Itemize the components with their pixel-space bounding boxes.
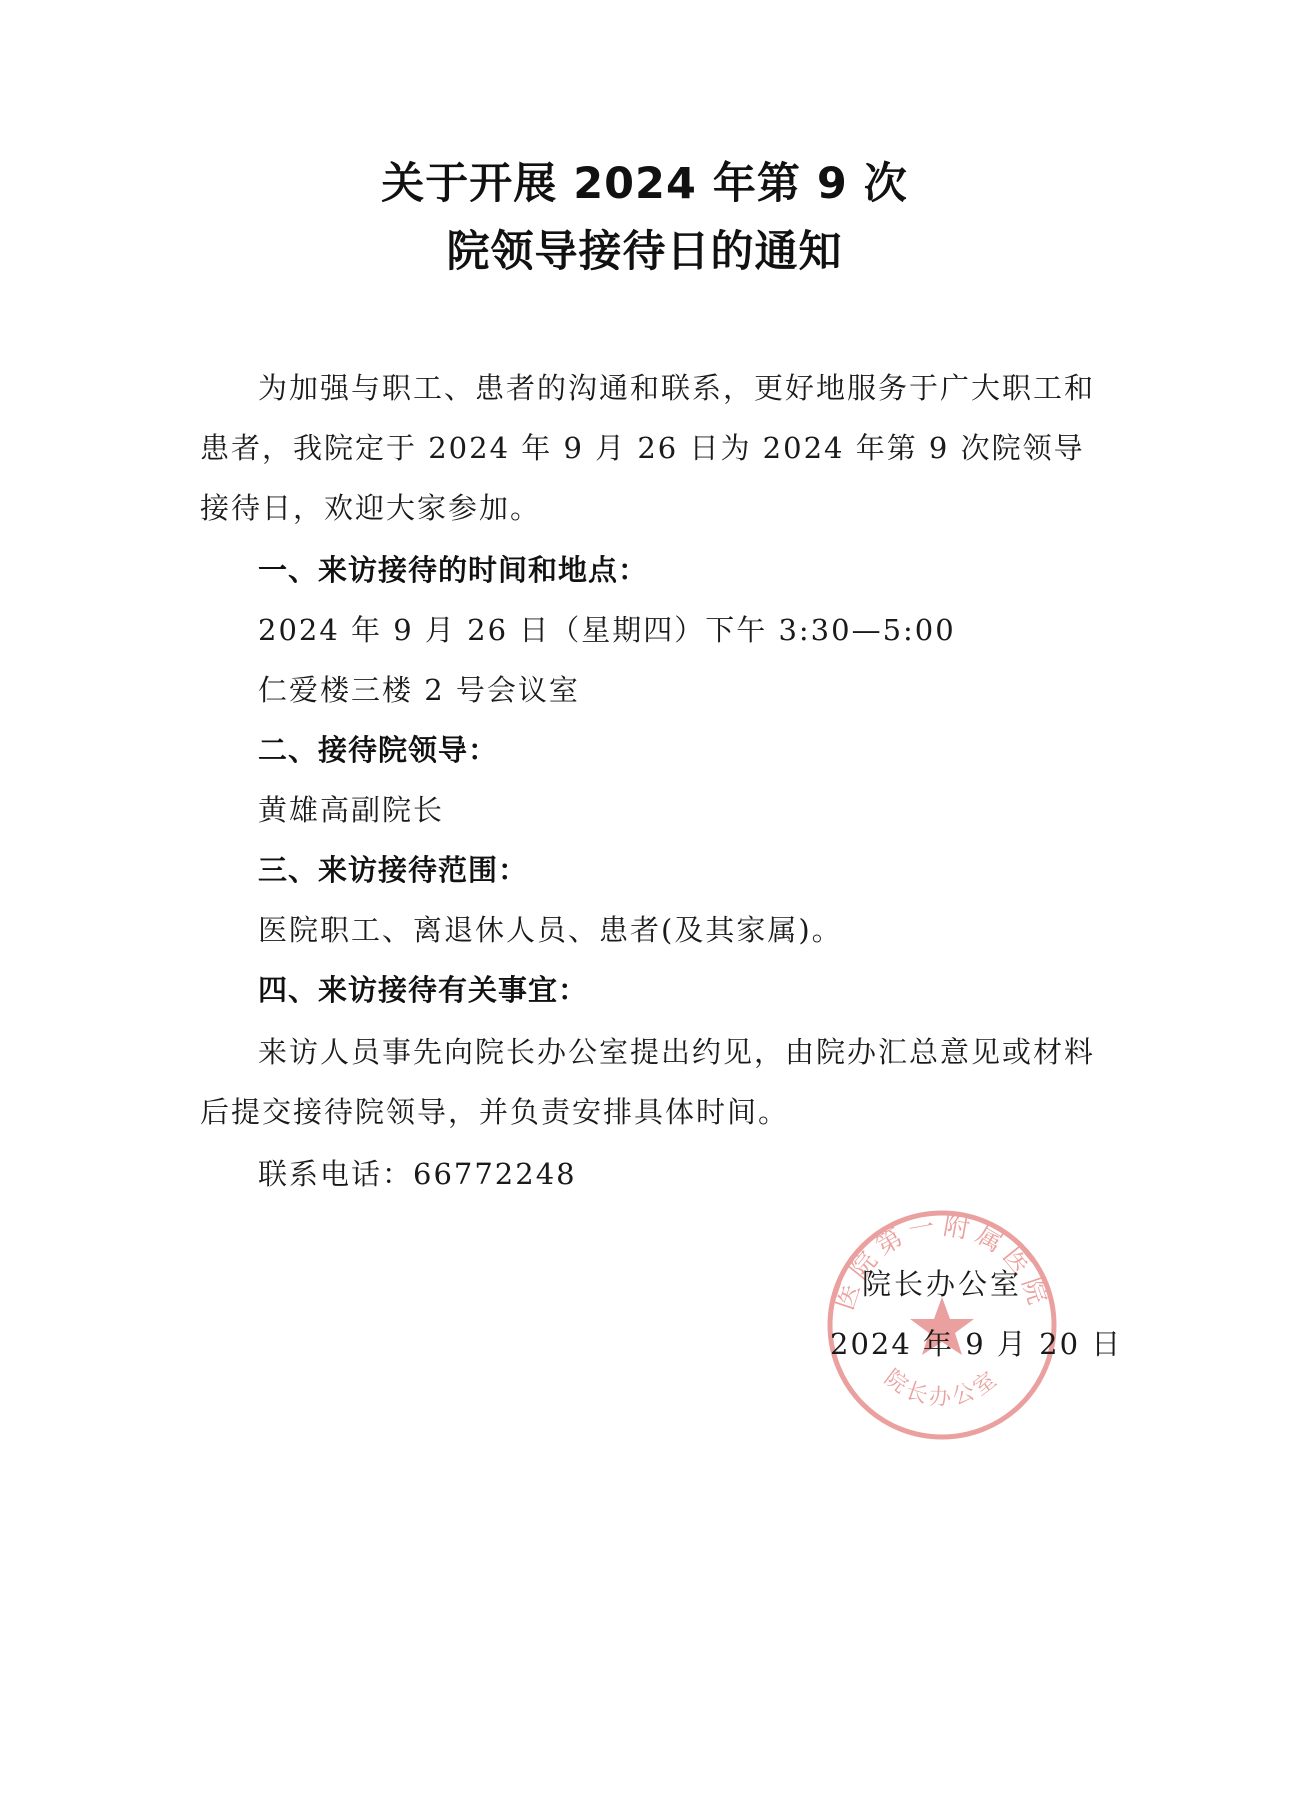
document-title — [0, 150, 1289, 286]
intro-paragraph: 为加强与职工、患者的沟通和联系，更好地服务于广大职工和患者，我院定于 2024 年 9 月 26 日为 2024 年第 9 次院领导接待日，欢迎大家参加。 — [200, 371, 1096, 525]
seal-bottom-text: 院长办公室 — [879, 1365, 1005, 1411]
reception-scope: 医院职工、离退休人员、患者(及其家属)。 — [258, 913, 843, 947]
matters-paragraph: 来访人员事先向院长办公室提出约见，由院办汇总意见或材料后提交接待院领导，并负责安排具体时间。 — [200, 1035, 1096, 1129]
signature-office: 院长办公室 — [862, 1267, 1023, 1301]
reception-leader: 黄雄高副院长 — [258, 793, 445, 827]
title-line-2: 院领导接待日的通知 — [446, 227, 843, 277]
contact-phone: 联系电话：66772248 — [258, 1157, 577, 1191]
section-4-heading: 四、来访接待有关事宜： — [258, 973, 589, 1007]
seal-top-text: 医院第一附属医院 — [829, 1210, 1055, 1314]
section-2-heading: 二、接待院领导： — [258, 733, 499, 767]
reception-location: 仁爱楼三楼 2 号会议室 — [258, 673, 580, 707]
signature-date: 2024 年 9 月 20 日 — [830, 1327, 1123, 1361]
section-3-heading: 三、来访接待范围： — [258, 853, 529, 887]
reception-time: 2024 年 9 月 26 日（星期四）下午 3:30—5:00 — [258, 613, 956, 647]
section-1-heading: 一、来访接待的时间和地点： — [258, 553, 649, 587]
title-line-1: 关于开展 2024 年第 9 次 — [381, 159, 908, 209]
